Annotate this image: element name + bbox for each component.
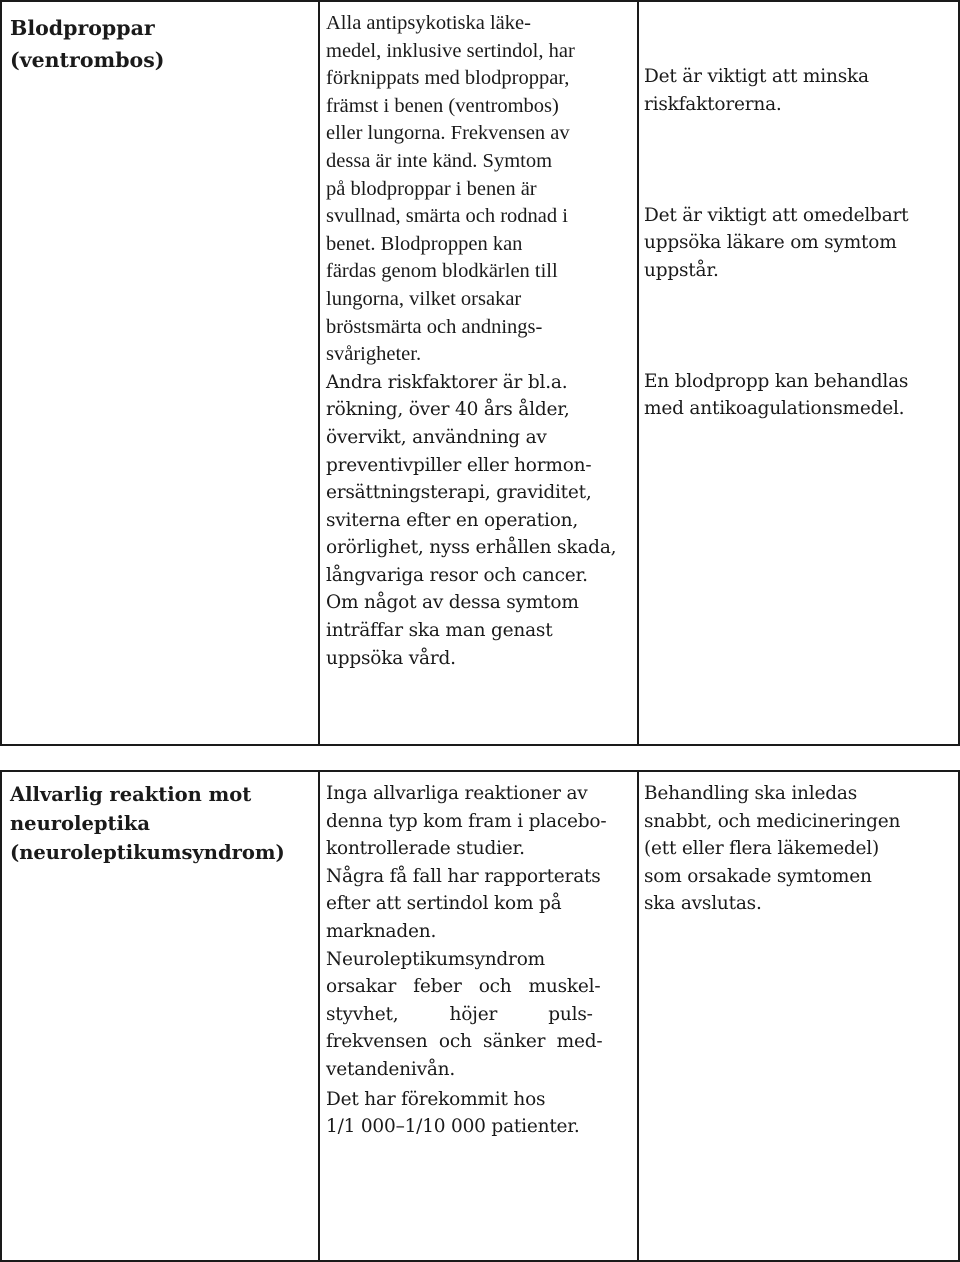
description-text-part1: Inga allvarliga reaktioner av denna typ kom fram i placebo- kontrollerade studier. Några få fall har rapporterats efter att sertindol kom på marknaden. Neuroleptikumsyndrom orsakar feber och muskel- styvhet, höjer puls- frekvensen och sänker med- vetandenivån. [326,783,607,1080]
table-row-neuroleptic-syndrome [0,770,960,1262]
advice-paragraph: En blodpropp kan behandlas med antikoagulationsmedel. [644,370,909,420]
side-effect-cell [0,770,320,1262]
side-effect-cell [0,0,320,746]
side-effect-heading: Allvarlig reaktion mot neuroleptika (neuroleptikumsyndrom) [10,783,285,864]
description-cell [318,0,639,746]
advice-paragraph: Det är viktigt att omedelbart uppsöka läkare om symtom uppstår. [644,204,909,281]
advice-cell [637,0,960,746]
description-text-part2: Det har förekommit hos 1/1 000–1/10 000 patienter. [326,1088,580,1138]
description-text-part2: Andra riskfaktorer är bl.a. rökning, över 40 års ålder, övervikt, användning av preventivpiller eller hormon- ersättningsterapi, graviditet, sviterna efter en operation, orörlighet, nyss erhållen skada, långvariga resor och cancer. Om något av dessa symtom inträffar ska man genast uppsöka vård. [326,371,617,669]
description-text-part1: Alla antipsykotiska läke- medel, inklusive sertindol, har förknippats med blodproppar, främst i benen (ventrombos) eller lungorna. Frekvensen av dessa är inte känd. Symtom på blodproppar i benen är svullnad, smärta och rodnad i benet. Blodproppen kan färdas genom blodkärlen till lungorna, vilket orsakar bröstsmärta och andnings- svårigheter. [326,12,575,366]
description-cell [318,770,639,1262]
advice-cell [637,770,960,1262]
side-effect-heading: Blodproppar (ventrombos) [10,16,165,72]
advice-paragraph: Det är viktigt att minska riskfaktorerna. [644,66,869,115]
advice-paragraph: Behandling ska inledas snabbt, och medicineringen (ett eller flera läkemedel) som orsakade symtomen ska avslutas. [644,783,901,915]
